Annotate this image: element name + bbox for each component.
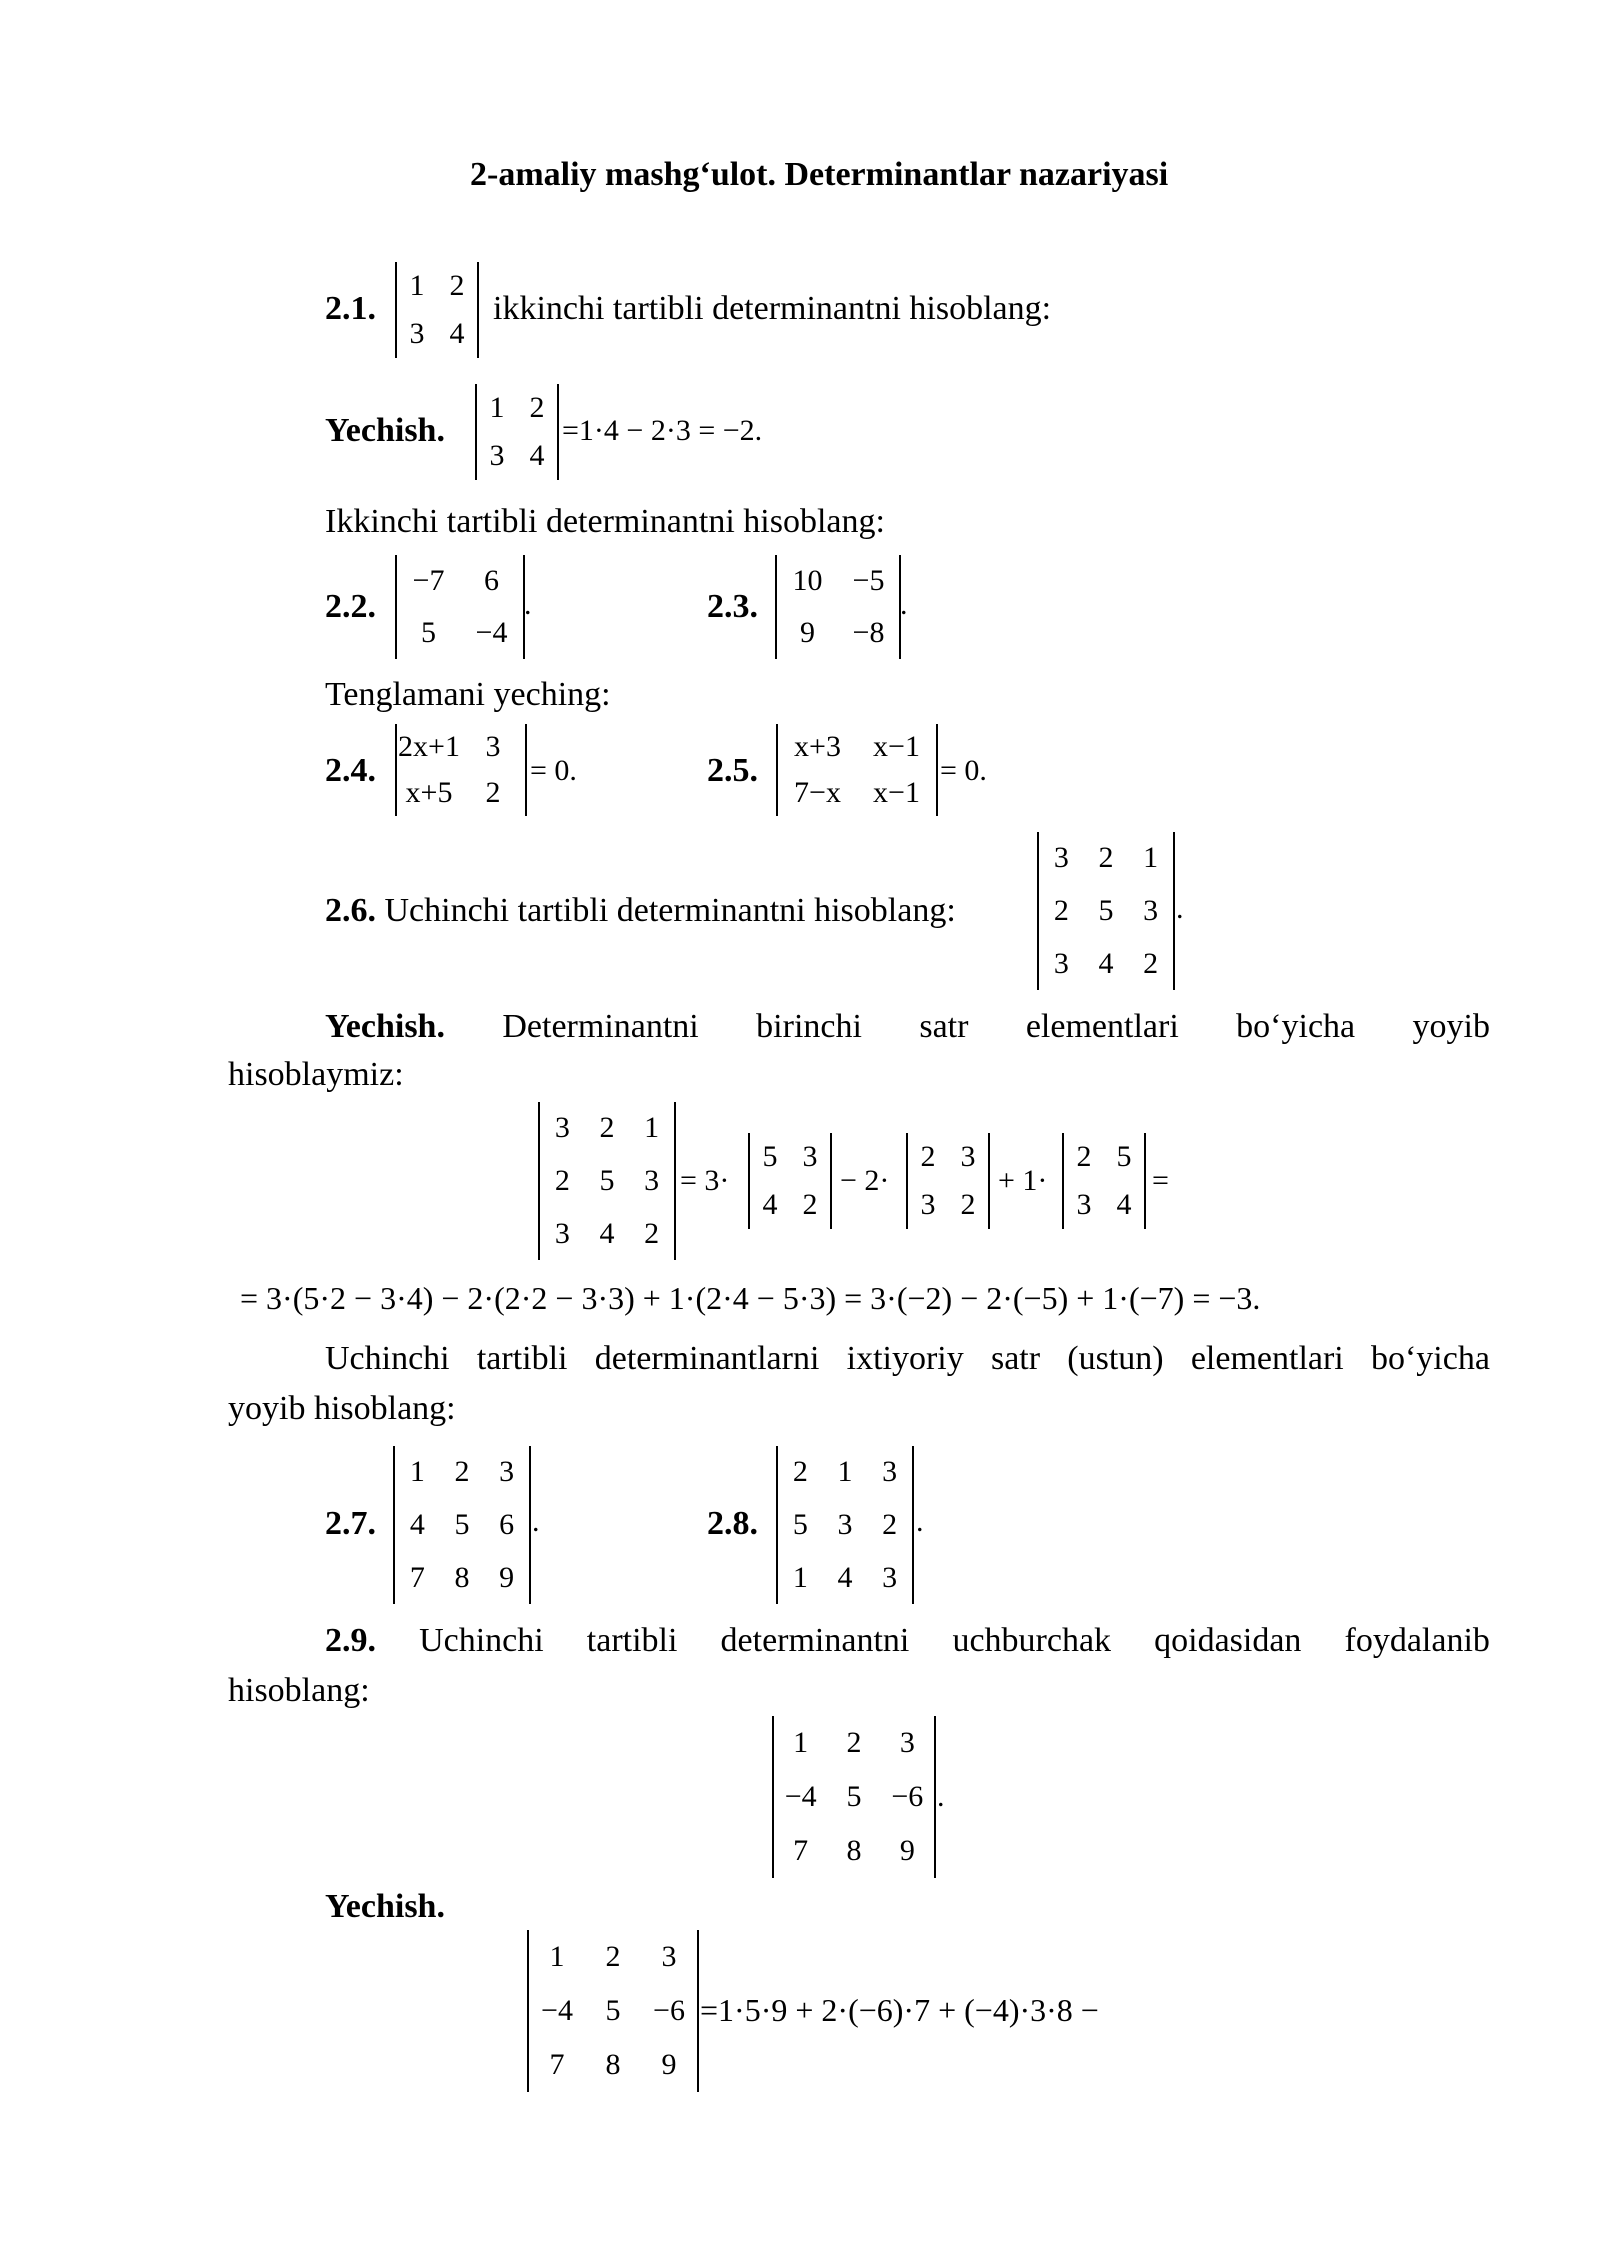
determinant xyxy=(1037,832,1175,990)
matrix-entry: 2 xyxy=(599,1111,615,1145)
determinant xyxy=(772,1716,936,1878)
matrix-entry: 3 xyxy=(499,1455,515,1489)
determinant xyxy=(395,724,527,816)
matrix-entry: 4 xyxy=(449,317,465,350)
problem-number: 2.2. xyxy=(325,588,376,625)
matrix-entry: 3 xyxy=(554,1216,570,1250)
solution-label: Yechish. xyxy=(325,412,445,449)
word: Uchinchi xyxy=(419,1622,544,1659)
matrix-entry: 2 xyxy=(802,1188,818,1221)
solution-expression: =1·5·9 + 2·(−6)·7 + (−4)·3·8 − xyxy=(700,1992,1099,2028)
determinant xyxy=(776,1446,914,1604)
matrix-entry: 5 xyxy=(599,1164,615,1197)
operator: = xyxy=(1152,1164,1169,1197)
word: (ustun) xyxy=(1067,1340,1164,1377)
matrix-entry: 3 xyxy=(802,1140,818,1173)
matrix-entry: 1 xyxy=(644,1111,660,1145)
word: tartibli xyxy=(476,1340,568,1377)
matrix-entry: −8 xyxy=(852,616,885,649)
matrix-entry: x+5 xyxy=(405,776,453,809)
word: bo‘yicha xyxy=(1370,1340,1490,1377)
matrix-entry: 2 xyxy=(644,1216,660,1250)
det-tail: . xyxy=(532,1505,540,1538)
determinant-minor xyxy=(906,1133,990,1229)
matrix-entry: 3 xyxy=(960,1140,976,1173)
matrix-entry: 8 xyxy=(454,1560,470,1594)
problem-paragraph xyxy=(325,1622,1490,1660)
matrix-entry: −4 xyxy=(541,1994,573,2027)
matrix-entry: 1 xyxy=(409,1455,425,1489)
matrix-entry: −5 xyxy=(852,564,885,597)
matrix-entry: −7 xyxy=(412,564,445,597)
matrix-entry: 4 xyxy=(837,1560,853,1594)
section-instruction: Tenglamani yeching: xyxy=(325,676,611,713)
word: yoyib xyxy=(1412,1008,1490,1045)
matrix-entry: 1 xyxy=(409,269,425,302)
matrix-entry: 4 xyxy=(1098,946,1114,980)
matrix-entry: 5 xyxy=(1116,1140,1132,1173)
matrix-entry: 9 xyxy=(661,2048,677,2081)
matrix-entry: 2 xyxy=(449,269,465,302)
word: qoidasidan xyxy=(1154,1622,1302,1659)
matrix-entry: 7 xyxy=(409,1560,425,1594)
matrix-entry: 2 xyxy=(1076,1140,1092,1173)
word: determinantlarni xyxy=(594,1340,820,1377)
matrix-entry: 3 xyxy=(485,730,501,763)
matrix-entry: 2 xyxy=(1143,946,1159,980)
matrix-entry: 3 xyxy=(1076,1188,1092,1221)
section-instruction: Ikkinchi tartibli determinantni hisoblang: xyxy=(325,503,885,540)
word: satr xyxy=(919,1008,969,1045)
matrix-entry: 5 xyxy=(762,1140,778,1173)
matrix-entry: 3 xyxy=(554,1111,570,1145)
matrix-entry: 9 xyxy=(800,616,815,649)
problem-paragraph-cont: hisoblang: xyxy=(228,1672,370,1709)
matrix-entry: 4 xyxy=(762,1188,778,1221)
operator: − 2· xyxy=(840,1164,890,1197)
matrix-entry: 7 xyxy=(549,2048,565,2081)
matrix-entry: x−1 xyxy=(873,730,920,763)
matrix-entry: 2 xyxy=(605,1940,621,1973)
matrix-entry: 4 xyxy=(599,1216,615,1250)
word: elementlari xyxy=(1190,1340,1344,1377)
matrix-entry: 3 xyxy=(661,1940,677,1973)
matrix-entry: 2 xyxy=(846,1726,862,1759)
word: Uchinchi xyxy=(325,1340,450,1377)
matrix-entry: 5 xyxy=(792,1508,808,1541)
det-tail: . xyxy=(524,588,532,621)
matrix-entry: 5 xyxy=(421,616,436,649)
matrix-entry: 1 xyxy=(793,1726,809,1759)
matrix-entry: 3 xyxy=(882,1560,898,1594)
matrix-entry: 7 xyxy=(793,1834,809,1867)
page-title: 2-amaliy mashg‘ulot. Determinantlar nazariyasi xyxy=(470,156,1169,193)
solution-paragraph xyxy=(325,1008,1490,1046)
determinant-minor xyxy=(1062,1133,1146,1229)
matrix-entry: 2 xyxy=(529,391,545,424)
matrix-entry: 3 xyxy=(1143,894,1159,927)
problem-number: 2.4. xyxy=(325,752,376,789)
matrix-entry: 2 xyxy=(1053,894,1069,927)
matrix-entry: −4 xyxy=(784,1780,817,1813)
matrix-entry: 3 xyxy=(1053,841,1069,875)
problem-number: 2.9. xyxy=(325,1622,376,1659)
problem-number: 2.1. xyxy=(325,290,376,327)
equation-tail: = 0. xyxy=(530,754,577,787)
matrix-entry: 2 xyxy=(792,1455,808,1489)
matrix-entry: 2 xyxy=(920,1140,936,1173)
problem-number: 2.5. xyxy=(707,752,758,789)
matrix-entry: 5 xyxy=(846,1780,862,1813)
matrix-entry: 5 xyxy=(1098,894,1114,927)
matrix-entry: −6 xyxy=(891,1780,924,1813)
word: bo‘yicha xyxy=(1236,1008,1356,1045)
operator: = 3· xyxy=(680,1164,730,1197)
problem-line xyxy=(325,892,956,930)
problem-number: 2.8. xyxy=(707,1505,758,1542)
problem-text: Uchinchi tartibli determinantni hisoblang: xyxy=(384,892,956,929)
matrix-entry: 2 xyxy=(882,1508,898,1541)
det-tail: . xyxy=(1176,892,1184,925)
matrix-entry: 9 xyxy=(899,1834,915,1867)
word: foydalanib xyxy=(1344,1622,1490,1659)
matrix-entry: 1 xyxy=(489,391,505,424)
solution-paragraph-cont: hisoblaymiz: xyxy=(228,1056,404,1093)
determinant xyxy=(395,262,479,358)
matrix-entry: 5 xyxy=(605,1994,621,2027)
matrix-entry: 2x+1 xyxy=(398,730,460,763)
matrix-entry: 3 xyxy=(489,439,505,472)
determinant xyxy=(475,384,559,480)
matrix-entry: 3 xyxy=(644,1164,660,1197)
operator: + 1· xyxy=(998,1164,1048,1197)
matrix-entry: 1 xyxy=(549,1940,565,1973)
matrix-entry: 4 xyxy=(529,439,545,472)
determinant xyxy=(527,1930,699,2092)
problem-number: 2.3. xyxy=(707,588,758,625)
matrix-entry: 1 xyxy=(837,1455,853,1489)
equation-tail: = 0. xyxy=(940,754,987,787)
word: ixtiyoriy xyxy=(846,1340,964,1377)
word: elementlari xyxy=(1025,1008,1179,1045)
matrix-entry: 2 xyxy=(960,1188,976,1221)
matrix-entry: 2 xyxy=(454,1455,470,1489)
matrix-entry: 3 xyxy=(837,1508,853,1541)
determinant xyxy=(395,555,525,659)
section-instruction-cont: yoyib hisoblang: xyxy=(228,1390,456,1427)
matrix-entry: 9 xyxy=(499,1560,515,1594)
matrix-entry: 4 xyxy=(1116,1188,1132,1221)
matrix-entry: 8 xyxy=(846,1834,862,1867)
matrix-entry: 5 xyxy=(454,1508,470,1541)
matrix-entry: 3 xyxy=(920,1188,936,1221)
matrix-entry: 6 xyxy=(499,1508,515,1541)
section-instruction xyxy=(325,1340,1490,1378)
det-tail: . xyxy=(916,1505,924,1538)
matrix-entry: 4 xyxy=(409,1508,425,1541)
matrix-entry: x+3 xyxy=(794,730,841,763)
word: Determinantni xyxy=(502,1008,699,1045)
matrix-entry: −4 xyxy=(475,616,508,649)
determinant xyxy=(538,1102,676,1260)
det-tail: . xyxy=(900,588,908,621)
solution-label: Yechish. xyxy=(325,1888,445,1925)
matrix-entry: 3 xyxy=(409,317,425,350)
word: satr xyxy=(990,1340,1041,1377)
word: determinantni xyxy=(720,1622,910,1659)
expansion-result: = 3·(5·2 − 3·4) − 2·(2·2 − 3·3) + 1·(2·4 − 5·3) = 3·(−2) − 2·(−5) + 1·(−7) = −3. xyxy=(240,1280,1261,1316)
matrix-entry: 3 xyxy=(882,1455,898,1489)
matrix-entry: 2 xyxy=(554,1164,570,1197)
matrix-entry: 3 xyxy=(1053,946,1069,980)
solution-label: Yechish. xyxy=(325,1008,445,1045)
matrix-entry: −6 xyxy=(653,1994,685,2027)
problem-number: 2.7. xyxy=(325,1505,376,1542)
matrix-entry: 7−x xyxy=(794,776,841,809)
determinant-minor xyxy=(748,1133,832,1229)
matrix-entry: 10 xyxy=(792,564,823,597)
determinant xyxy=(393,1446,531,1604)
word: uchburchak xyxy=(952,1622,1112,1659)
determinant xyxy=(775,555,901,659)
word: birinchi xyxy=(756,1008,862,1045)
matrix-entry: x−1 xyxy=(873,776,920,809)
det-tail: . xyxy=(937,1780,945,1813)
matrix-entry: 2 xyxy=(485,776,501,809)
matrix-entry: 3 xyxy=(899,1726,915,1759)
problem-number: 2.6. xyxy=(325,892,376,929)
problem-text: ikkinchi tartibli determinantni hisoblang: xyxy=(493,290,1052,327)
matrix-entry: 1 xyxy=(1143,841,1159,875)
solution-expression: =1·4 − 2·3 = −2. xyxy=(562,414,763,447)
matrix-entry: 8 xyxy=(605,2048,621,2081)
word: tartibli xyxy=(586,1622,678,1659)
determinant xyxy=(776,724,938,816)
matrix-entry: 6 xyxy=(484,564,499,597)
matrix-entry: 2 xyxy=(1098,841,1114,875)
matrix-entry: 1 xyxy=(792,1560,808,1594)
